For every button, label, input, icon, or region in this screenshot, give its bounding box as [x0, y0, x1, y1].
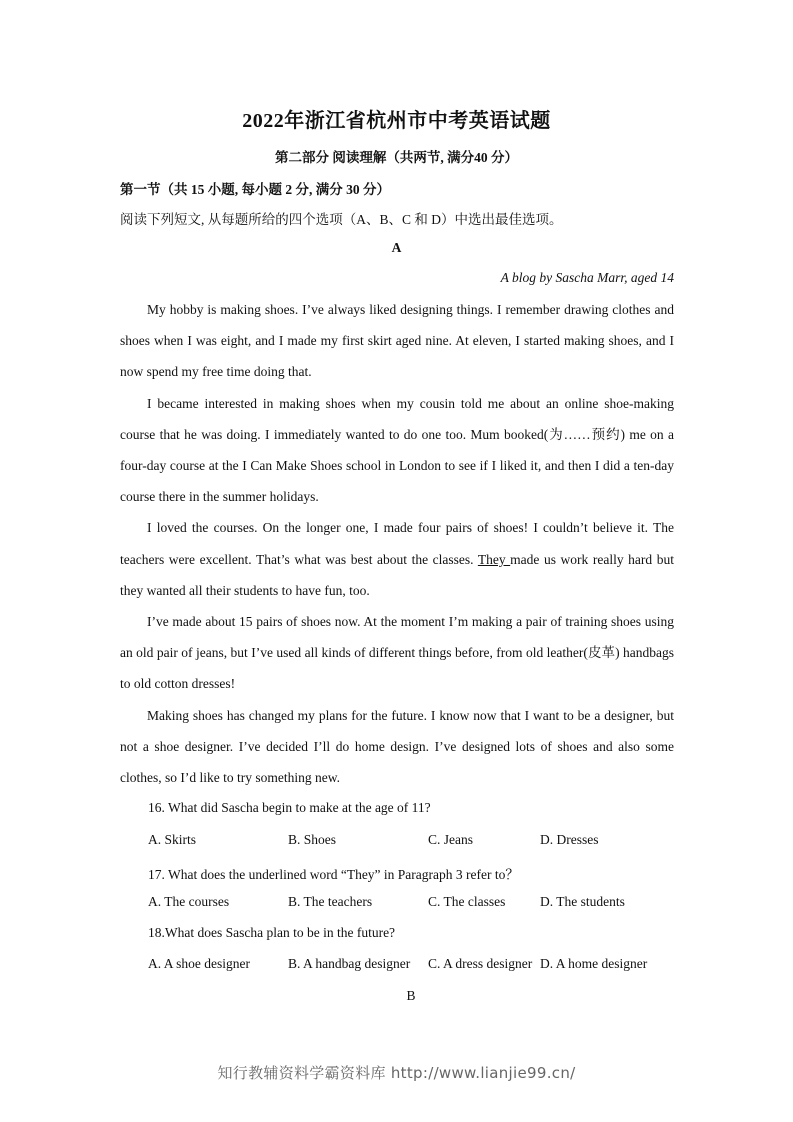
paragraph-4: I’ve made about 15 pairs of shoes now. At the moment I’m making a pair of training shoes using an old pair of jeans, but I’ve used all kinds of different things before, from old leather(皮革) handbags to old cotton dresses! [120, 614, 674, 692]
question-17: 17. What does the underlined word “They” in Paragraph 3 refer to？ [148, 867, 519, 882]
option-a: A. Skirts [148, 832, 197, 847]
option-d: D. A home designer [540, 956, 648, 971]
paragraph-3-part-1: I loved the courses. On the longer one, I made four pairs of shoes! I couldn’t believe it. The teachers were excellent. That’s what was best about the classes. [120, 520, 674, 567]
part-subtitle: 第二部分 阅读理解（共两节, 满分40 分） [275, 150, 518, 165]
section-heading: 第一节（共 15 小题, 每小题 2 分, 满分 30 分） [120, 182, 390, 197]
question-18-options [148, 956, 708, 976]
question-16: 16. What did Sascha begin to make at the age of 11? [148, 800, 431, 815]
option-c: C. A dress designer [428, 956, 533, 971]
paragraph-3-part-2: made us work really hard but they wanted all their students to have fun, too. [120, 551, 674, 598]
footer-watermark: 知行教辅资料学霸资料库 http://www.lianjie99.cn/ [217, 1064, 576, 1082]
underlined-word-they: They [477, 551, 511, 567]
option-c: C. The classes [428, 894, 506, 909]
paragraph-5: Making shoes has changed my plans for the future. I know now that I want to be a designer, but not a shoe designer. I’ve decided I’ll do home design. I’ve designed lots of shoes and also some clothes, so I’d like to try something new. [120, 707, 674, 786]
option-a: A. The courses [148, 894, 230, 909]
page-title: 2022年浙江省杭州市中考英语试题 [242, 110, 551, 132]
option-b: B. Shoes [288, 832, 337, 847]
paragraph-3 [120, 512, 674, 606]
question-18: 18.What does Sascha plan to be in the future? [148, 925, 396, 940]
question-17-options [148, 894, 708, 914]
passage-byline: A blog by Sascha Marr, aged 14 [500, 270, 674, 285]
paragraph-1: My hobby is making shoes. I’ve always liked designing things. I remember drawing clothes and shoes when I was eight, and I made my first skirt aged nine. At eleven, I started making shoes, and I now spend my free time doing that. [120, 302, 674, 380]
option-b: B. A handbag designer [288, 956, 411, 971]
question-16-options [148, 832, 708, 852]
paragraph-2: I became interested in making shoes when my cousin told me about an online shoe-making course that he was doing. I immediately wanted to do one too. Mum booked(为……预约) me on a four-day course at the I Can Make Shoes school in London to see if I liked it, and then I did a ten-day course there in the summer holidays. [120, 395, 674, 505]
option-a: A. A shoe designer [148, 956, 250, 971]
passage-a-label: A [391, 240, 402, 255]
passage-a-body [120, 294, 674, 793]
option-b: B. The teachers [288, 894, 373, 909]
option-c: C. Jeans [428, 832, 473, 847]
passage-b-label: B [406, 988, 416, 1003]
instruction-text: 阅读下列短文, 从每题所给的四个选项（A、B、C 和 D）中选出最佳选项。 [120, 212, 563, 227]
option-d: D. The students [540, 894, 625, 909]
option-d: D. Dresses [540, 832, 599, 847]
